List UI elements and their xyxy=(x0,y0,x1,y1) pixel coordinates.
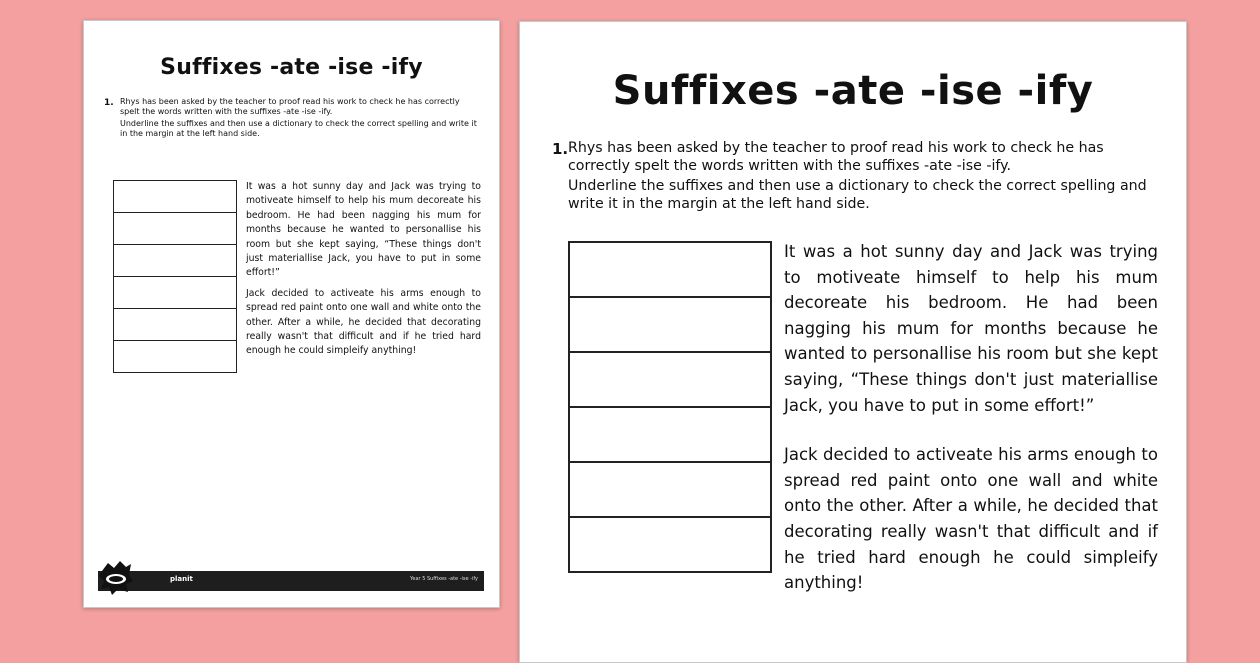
brand-label: planit xyxy=(170,575,193,583)
answer-box[interactable] xyxy=(113,180,237,213)
instruction-1: Rhys has been asked by the teacher to proof read his work to check he has correctly spelt the words written with the suffixes -ate -ise -ify. xyxy=(568,140,1104,174)
twinkl-logo-icon xyxy=(98,559,134,597)
answer-box[interactable] xyxy=(568,241,772,298)
story-paragraph-1: It was a hot sunny day and Jack was trying to motiveate himself to help his mum decoreate his bedroom. He had been nagging his mum for months because he wanted to personallise his room but she kept saying, “These things don't just materiallise Jack, you have to put in some effort!” xyxy=(784,242,1158,415)
answer-box[interactable] xyxy=(568,351,772,408)
question-number: 1. xyxy=(552,140,569,158)
instruction-2: Underline the suffixes and then use a dictionary to check the correct spelling and write it in the margin at the left hand side. xyxy=(568,178,1147,212)
worksheet-thumbnail-page xyxy=(83,20,500,608)
instruction-2: Underline the suffixes and then use a dictionary to check the correct spelling and write it in the margin at the left hand side. xyxy=(120,119,477,138)
story-text xyxy=(246,180,481,365)
question-instructions xyxy=(568,139,1168,215)
footer-bar xyxy=(98,571,484,591)
answer-box[interactable] xyxy=(568,296,772,353)
footer-note: Year 5 Suffixes -ate -ise -ify xyxy=(410,576,478,582)
story-paragraph-2: Jack decided to activeate his arms enough to spread red paint onto one wall and white onto the other. After a while, he decided that decorating really wasn't that difficult and if he tried hard enough he could simpleify anything! xyxy=(784,445,1158,593)
answer-box[interactable] xyxy=(568,461,772,518)
answer-box[interactable] xyxy=(113,276,237,309)
answer-box[interactable] xyxy=(113,244,237,277)
worksheet-zoom-page xyxy=(519,21,1187,663)
answer-box[interactable] xyxy=(113,308,237,341)
story-paragraph-1: It was a hot sunny day and Jack was trying to motiveate himself to help his mum decoreate his bedroom. He had been nagging his mum for months because he wanted to personallise his room but she kept saying, “These things don't just materiallise Jack, you have to put in some effort!” xyxy=(246,181,481,279)
answer-box[interactable] xyxy=(113,340,237,373)
answer-box[interactable] xyxy=(113,212,237,245)
question-number: 1. xyxy=(104,98,114,108)
question-instructions xyxy=(120,97,480,141)
margin-answer-boxes xyxy=(568,243,772,573)
story-text xyxy=(784,239,1158,620)
worksheet-title: Suffixes -ate -ise -ify xyxy=(160,55,423,80)
answer-box[interactable] xyxy=(568,516,772,573)
worksheet-title: Suffixes -ate -ise -ify xyxy=(612,68,1094,114)
story-paragraph-2: Jack decided to activeate his arms enough to spread red paint onto one wall and white onto the other. After a while, he decided that decorating really wasn't that difficult and if he tried hard enough he could simpleify anything! xyxy=(246,287,481,357)
answer-box[interactable] xyxy=(568,406,772,463)
instruction-1: Rhys has been asked by the teacher to proof read his work to check he has correctly spelt the words written with the suffixes -ate -ise -ify. xyxy=(120,97,460,116)
margin-answer-boxes xyxy=(113,181,237,373)
